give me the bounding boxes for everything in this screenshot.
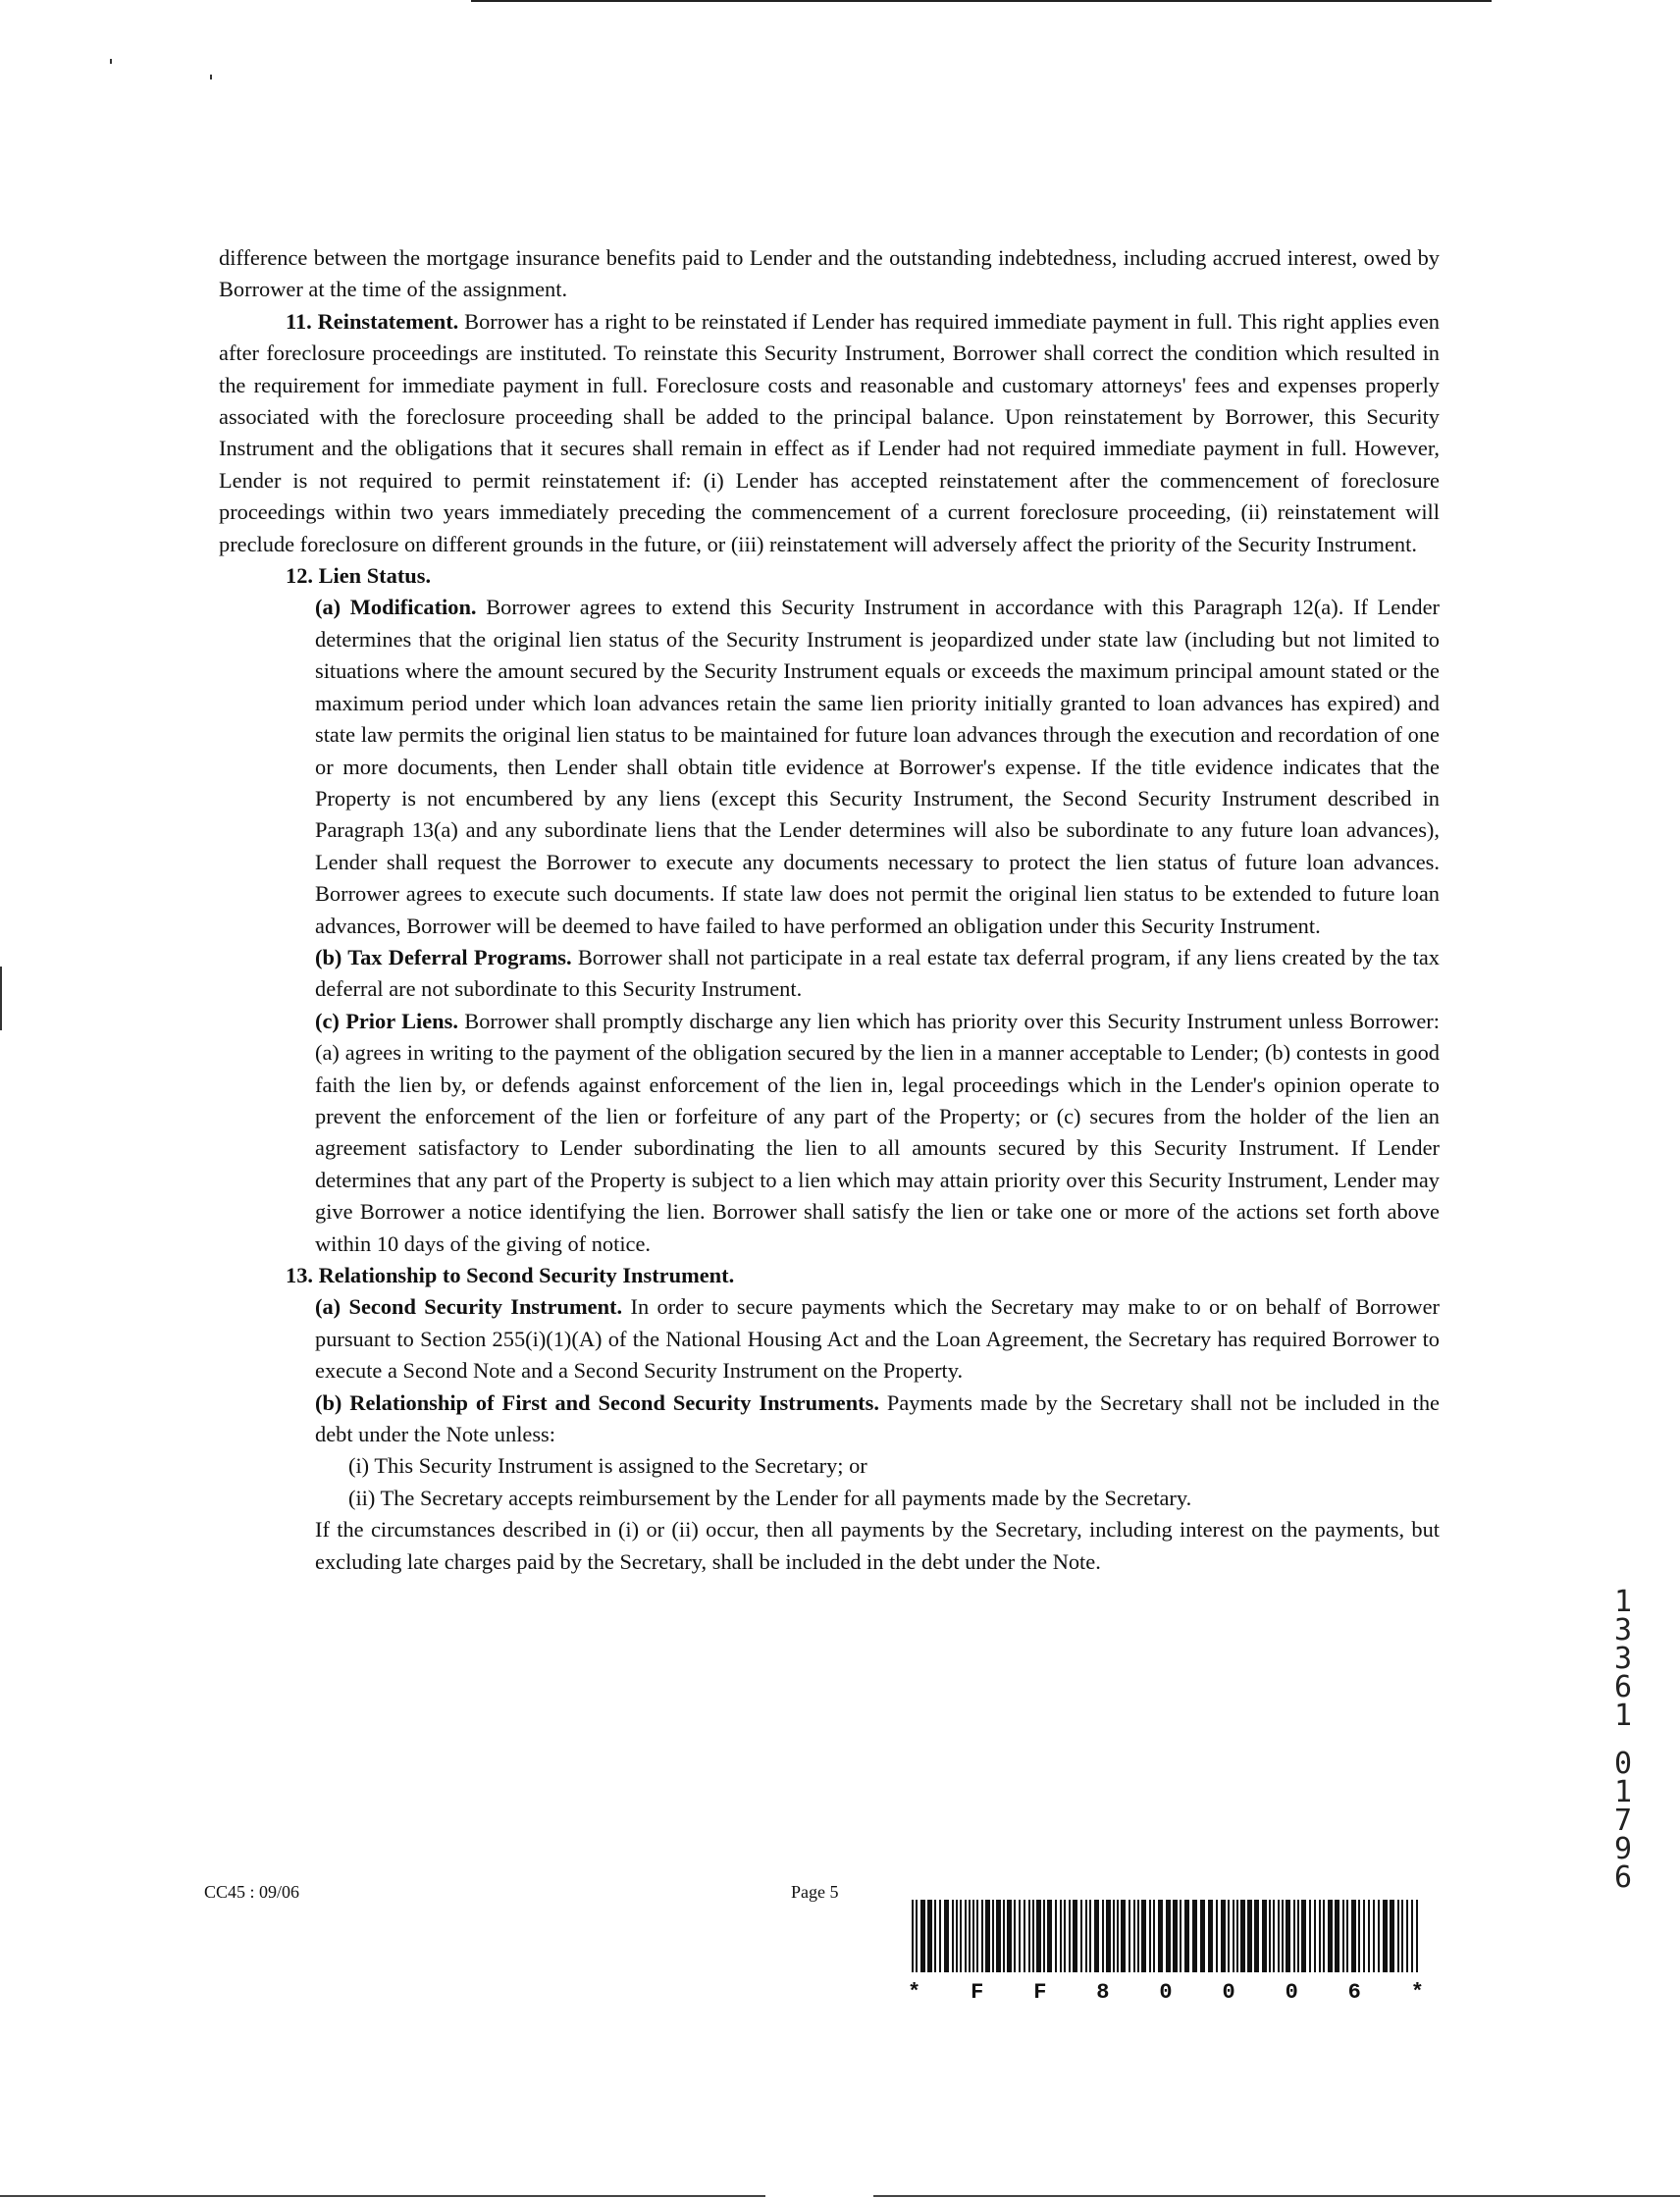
barcode-bar — [1342, 1900, 1344, 1972]
barcode-bar — [1269, 1900, 1271, 1972]
barcode-bar — [1328, 1900, 1333, 1972]
stamp-digit: 6 — [1613, 1860, 1633, 1895]
stamp-digit: 0 — [1613, 1747, 1633, 1781]
section-12c — [219, 1006, 1440, 1260]
stamp-digit: 3 — [1613, 1642, 1633, 1676]
section-13b-item-ii: (ii) The Secretary accepts reimbursement by the Lender for all payments made by the Secretary. — [348, 1485, 1192, 1510]
form-code: CC45 : 09/06 — [204, 1882, 300, 1902]
barcode-bar — [1184, 1900, 1189, 1972]
section-12b — [219, 942, 1440, 1006]
barcode-bar — [1153, 1900, 1155, 1972]
scan-speck — [110, 59, 112, 64]
barcode-bar — [1141, 1900, 1146, 1972]
barcode-bar — [1314, 1900, 1316, 1972]
barcode-bar — [1208, 1900, 1213, 1972]
section-13b — [219, 1387, 1440, 1451]
barcode-bar — [1273, 1900, 1275, 1972]
barcode-bar — [1024, 1900, 1025, 1972]
stamp-digit: 3 — [1613, 1613, 1633, 1648]
barcode-bar — [927, 1900, 932, 1972]
section-13b-item-i: (i) This Security Instrument is assigned to the Secretary; or — [348, 1453, 867, 1479]
barcode-bar — [1055, 1900, 1057, 1972]
section-11-heading: 11. Reinstatement. — [286, 308, 459, 334]
barcode-bar — [1019, 1900, 1021, 1972]
section-11-text: Borrower has a right to be reinstated if Lender has required immediate payment in full. This right applies even after foreclosure proceedings are instituted. To reinstate this Security Instrument, Borrower shall correct the condition which resulted in the requirement for immediate payment in full. Foreclosure costs and reasonable and customary attorneys' fees and expenses properly associated with the foreclosure proceeding shall be added to the principal balance. Upon reinstatement by Borrower, this Security Instrument and the obligations that it secures shall remain in effect as if Lender had not required immediate payment in full. However, Lender is not required to permit reinstatement if: (i) Lender has accepted reinstatement after the commencement of foreclosure proceedings within two years immediately preceding the commencement of a current foreclosure proceeding, (ii) reinstatement will preclude foreclosure on different grounds in the future, or (iii) reinstatement will adversely affect the priority of the Security Instrument. — [219, 308, 1440, 556]
barcode-bar — [1390, 1900, 1394, 1972]
section-12a — [219, 592, 1440, 941]
barcode-bar — [1036, 1900, 1041, 1972]
barcode-bar — [1383, 1900, 1388, 1972]
barcode-bar — [1254, 1900, 1259, 1972]
barcode-bar — [1346, 1900, 1348, 1972]
barcode-bar — [1228, 1900, 1230, 1972]
barcode-bar — [1247, 1900, 1252, 1972]
barcode-bar — [969, 1900, 971, 1972]
document-body — [219, 242, 1440, 1578]
barcode-bar — [1351, 1900, 1356, 1972]
barcode-bar — [1221, 1900, 1226, 1972]
barcode-bar — [981, 1900, 983, 1972]
barcode-bar — [920, 1900, 925, 1972]
barcode-bar — [1060, 1900, 1062, 1972]
stamp-digit: 1 — [1613, 1775, 1633, 1809]
barcode-bar — [1149, 1900, 1151, 1972]
barcode-bar — [1080, 1900, 1082, 1972]
barcode-bar — [1262, 1900, 1267, 1972]
barcode-bar — [1073, 1900, 1077, 1972]
barcode-bar — [916, 1900, 918, 1972]
section-12b-heading: (b) Tax Deferral Programs. — [315, 944, 572, 969]
barcode-bar — [1319, 1900, 1321, 1972]
barcode-graphic — [908, 1900, 1424, 1972]
barcode-bar — [996, 1900, 1001, 1972]
barcode-bar — [1297, 1900, 1299, 1972]
barcode-bar — [1368, 1900, 1370, 1972]
barcode-bar — [1236, 1900, 1238, 1972]
barcode-bar — [1003, 1900, 1005, 1972]
barcode-bar — [956, 1900, 958, 1972]
section-13a-text: In order to secure payments which the Secretary may make to or on behalf of Borrower pursuant to Section 255(i)(1)(A) of the National Housing Act and the Loan Agreement, the Secretary has required Borrower to execute a Second Note and a Second Security Instrument on the Property. — [315, 1294, 1440, 1384]
barcode-bar — [1085, 1900, 1087, 1972]
section-12a-heading: (a) Modification. — [315, 595, 477, 620]
barcode-bar — [1173, 1900, 1178, 1972]
barcode-bar — [1129, 1900, 1130, 1972]
barcode-bar — [985, 1900, 990, 1972]
barcode-char: 0 — [1222, 1980, 1235, 2005]
barcode-bar — [1335, 1900, 1339, 1972]
barcode-bar — [1158, 1900, 1163, 1972]
scan-edge-mark — [0, 967, 2, 1030]
barcode-bar — [1309, 1900, 1311, 1972]
barcode-bar — [1113, 1900, 1115, 1972]
stamp-digit: 6 — [1613, 1670, 1633, 1704]
barcode-bar — [965, 1900, 967, 1972]
barcode-bar — [934, 1900, 936, 1972]
barcode-bar — [1401, 1900, 1403, 1972]
barcode-bar — [1089, 1900, 1091, 1972]
barcode-bar — [1411, 1900, 1413, 1972]
section-13-heading: 13. Relationship to Second Security Instrument. — [286, 1263, 735, 1287]
barcode-bar — [992, 1900, 994, 1972]
barcode-bar — [1323, 1900, 1325, 1972]
barcode-bar — [960, 1900, 962, 1972]
barcode-bar — [1007, 1900, 1012, 1972]
barcode-bar — [1216, 1900, 1218, 1972]
side-stamp-number — [1609, 1585, 1637, 1895]
barcode-bar — [976, 1900, 978, 1972]
barcode-bar — [944, 1900, 949, 1972]
barcode-bar — [952, 1900, 954, 1972]
barcode-bar — [1133, 1900, 1135, 1972]
barcode-bar — [1293, 1900, 1295, 1972]
top-edge-rule — [471, 0, 1492, 2]
barcode-char: F — [1033, 1980, 1047, 2005]
barcode-bar — [1200, 1900, 1205, 1972]
barcode-bar — [1301, 1900, 1306, 1972]
barcode-char: * — [1410, 1980, 1424, 2005]
barcode-bar — [1028, 1900, 1030, 1972]
barcode-bar — [1166, 1900, 1171, 1972]
barcode-bar — [1397, 1900, 1399, 1972]
barcode-bar — [1117, 1900, 1119, 1972]
barcode-bar — [1137, 1900, 1139, 1972]
barcode-bar — [1121, 1900, 1126, 1972]
bottom-edge-rule — [0, 2195, 765, 2197]
stamp-digit: 1 — [1613, 1699, 1633, 1733]
barcode-bar — [1358, 1900, 1360, 1972]
page-number: Page 5 — [791, 1882, 839, 1902]
barcode-bar — [1064, 1900, 1066, 1972]
barcode-bar — [1180, 1900, 1181, 1972]
barcode-char: * — [908, 1980, 921, 2005]
barcode-char: 6 — [1347, 1980, 1361, 2005]
section-12c-text: Borrower shall promptly discharge any lien which has priority over this Security Instrument unless Borrower: (a) agrees in writing to the payment of the obligation secured by the lien in a manner acceptable to Lender; (b) contests in good faith the lien by, or defends against enforcement of the lien in, legal proceedings which in the Lender's opinion operate to prevent the enforcement of the lien or forfeiture of any part of the Property; or (c) secures from the holder of the lien an agreement satisfactory to Lender subordinating the lien to all amounts secured by this Security Instrument. If Lender determines that any part of the Property is subject to a lien which may attain priority over this Security Instrument, Lender may give Borrower a notice identifying the lien. Borrower shall satisfy the lien or take one or more of the actions set forth above within 10 days of the giving of notice. — [315, 1008, 1440, 1256]
section-11 — [219, 306, 1440, 560]
barcode-bar — [1286, 1900, 1290, 1972]
barcode-char: F — [971, 1980, 984, 2005]
barcode-char: 8 — [1096, 1980, 1110, 2005]
section-12-heading: 12. Lien Status. — [286, 563, 432, 589]
barcode-bar — [1106, 1900, 1111, 1972]
barcode-bar — [1102, 1900, 1104, 1972]
barcode-bar — [1278, 1900, 1280, 1972]
section-13-closing: If the circumstances described in (i) or (ii) occur, then all payments by the Secretary, including interest on the payments, but excluding late charges paid by the Secretary, shall be included in the debt under the Note. — [315, 1517, 1440, 1574]
scan-speck — [210, 75, 212, 79]
barcode-bar — [1378, 1900, 1380, 1972]
barcode-char: 0 — [1159, 1980, 1173, 2005]
barcode-bar — [1233, 1900, 1234, 1972]
barcode-bar — [1406, 1900, 1408, 1972]
barcode-text — [908, 1980, 1424, 2005]
stamp-digit: 7 — [1613, 1804, 1633, 1838]
barcode-bar — [912, 1900, 914, 1972]
barcode-bar — [1014, 1900, 1016, 1972]
section-13b-heading: (b) Relationship of First and Second Security Instruments. — [315, 1389, 879, 1415]
barcode-bar — [972, 1900, 974, 1972]
section-12c-heading: (c) Prior Liens. — [315, 1008, 458, 1033]
section-13a — [219, 1291, 1440, 1387]
bottom-edge-rule — [873, 2195, 1680, 2197]
barcode-bar — [939, 1900, 941, 1972]
barcode-bar — [1416, 1900, 1418, 1972]
barcode-bar — [1192, 1900, 1197, 1972]
section-12a-text: Borrower agrees to extend this Security Instrument in accordance with this Paragraph 12(a). If Lender determines that the original lien status of the Security Instrument is jeopardized under state law (including but not limited to situations where the amount secured by the Security Instrument equals or exceeds the maximum principal amount stated or the maximum period under which loan advances retain the same lien priority initially granted to loan advances has expired) and state law permits the original lien status to be maintained for future loan advances through the execution and recordation of one or more documents, then Lender shall obtain title evidence at Borrower's expense. If the title evidence indicates that the Property is not encumbered by any liens (except this Security Instrument, the Second Security Instrument described in Paragraph 13(a) and any subordinate liens that the Lender determines will also be subordinate to any future loan advances), Lender shall request the Borrower to execute any documents necessary to protect the lien status of future loan advances. Borrower agrees to execute such documents. If state law does not permit the original lien status to be extended to future loan advances, Borrower will be deemed to have failed to have performed an obligation under this Security Instrument. — [315, 595, 1440, 938]
barcode-char: 0 — [1285, 1980, 1298, 2005]
stamp-digit: 1 — [1613, 1585, 1633, 1619]
barcode-bar — [1240, 1900, 1245, 1972]
barcode-bar — [1069, 1900, 1071, 1972]
lead-paragraph: difference between the mortgage insurance benefits paid to Lender and the outstanding indebtedness, including accrued interest, owed by Borrower at the time of the assignment. — [219, 245, 1440, 302]
barcode-bar — [1363, 1900, 1365, 1972]
section-13a-heading: (a) Second Security Instrument. — [315, 1294, 623, 1320]
barcode-bar — [1094, 1900, 1099, 1972]
barcode-bar — [1032, 1900, 1034, 1972]
barcode-bar — [1373, 1900, 1375, 1972]
barcode-bar — [1047, 1900, 1052, 1972]
stamp-digit: 9 — [1613, 1832, 1633, 1866]
section-13b-text: Payments made by the Secretary shall not be included in the debt under the Note unless: — [315, 1389, 1440, 1447]
barcode-bar — [1282, 1900, 1284, 1972]
barcode-bar — [1043, 1900, 1045, 1972]
section-12b-text: Borrower shall not participate in a real estate tax deferral program, if any liens created by the tax deferral are not subordinate to this Security Instrument. — [315, 944, 1440, 1002]
